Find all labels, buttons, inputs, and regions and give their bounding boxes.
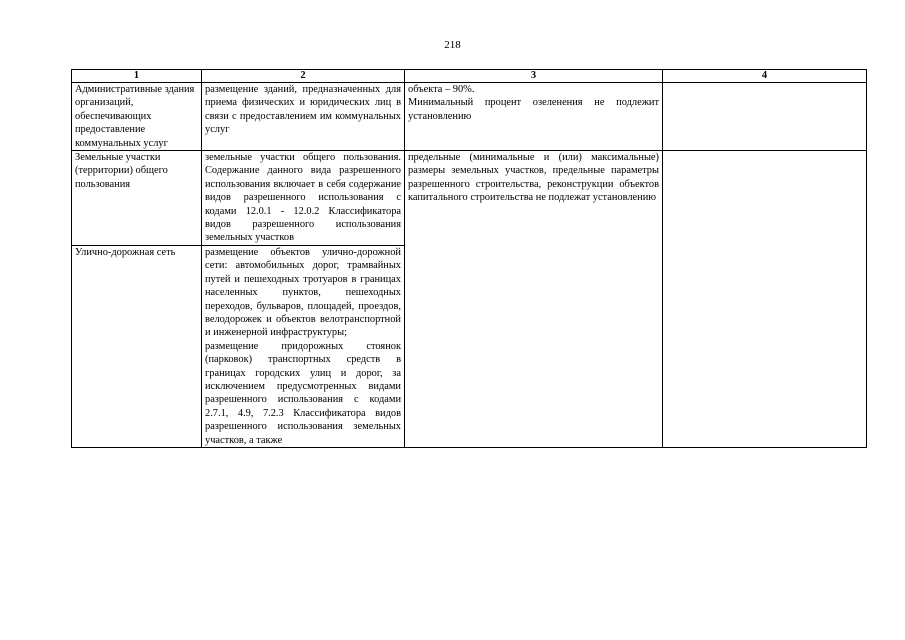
land-use-description-cell — [202, 83, 405, 151]
table-row — [72, 83, 867, 151]
land-use-type-cell — [72, 83, 202, 151]
land-use-type-text: Земельные участки (территории) общего пользования — [75, 152, 168, 190]
land-use-description-text: земельные участки общего пользования. Содержание данного вида разрешенного использования включает в себя содержание видов разрешенного использования с кодами 12.0.1 - 12.0.2 Классификатора видов разрешенного использования земельных участков — [205, 152, 401, 244]
parameters-cell — [405, 151, 663, 448]
land-use-type-text: Административные здания организаций, обеспечивающих предоставление коммунальных услуг — [75, 84, 195, 149]
parameters-text: объекта – 90%. Минимальный процент озеленения не подлежит установлению — [408, 84, 659, 122]
column-header-2: 2 — [202, 70, 405, 83]
table-header-row — [72, 70, 867, 83]
parameters-cell — [405, 83, 663, 151]
land-use-type-text: Улично-дорожная сеть — [75, 246, 176, 258]
column-header-3: 3 — [405, 70, 663, 83]
table-row — [72, 151, 867, 246]
column-header-4: 4 — [663, 70, 867, 83]
land-use-type-cell — [72, 245, 202, 447]
land-use-description-cell — [202, 245, 405, 447]
land-use-description-text: размещение объектов улично-дорожной сети: автомобильных дорог, трамвайных путей и пешеходных тротуаров в границах населенных пунктов, пешеходных переходов, бульваров, площадей, проездов, велодорожек и объектов велотранспортной и инженерной инфраструктуры; размещение придорожных стоянок (парковок) транспортных средств в границах городских улиц и дорог, за исключением предусмотренных видами разрешенного использования с кодами 2.7.1, 4.9, 7.2.3 Классификатора видов разрешенного использования земельных участков, а также — [205, 246, 401, 446]
notes-cell — [663, 151, 867, 448]
page-number: 218 — [444, 39, 461, 51]
column-header-1: 1 — [72, 70, 202, 83]
land-use-description-cell — [202, 151, 405, 246]
parameters-text: предельные (минимальные и (или) максимальные) размеры земельных участков, предельные параметры разрешенного строительства, реконструкции объектов капитального строительства не подлежат установлению — [408, 152, 659, 204]
land-use-type-cell — [72, 151, 202, 246]
land-use-description-text: размещение зданий, предназначенных для приема физических и юридических лиц в связи с предоставлением им коммунальных услуг — [205, 84, 401, 136]
notes-cell — [663, 83, 867, 151]
regulations-table — [71, 69, 867, 448]
